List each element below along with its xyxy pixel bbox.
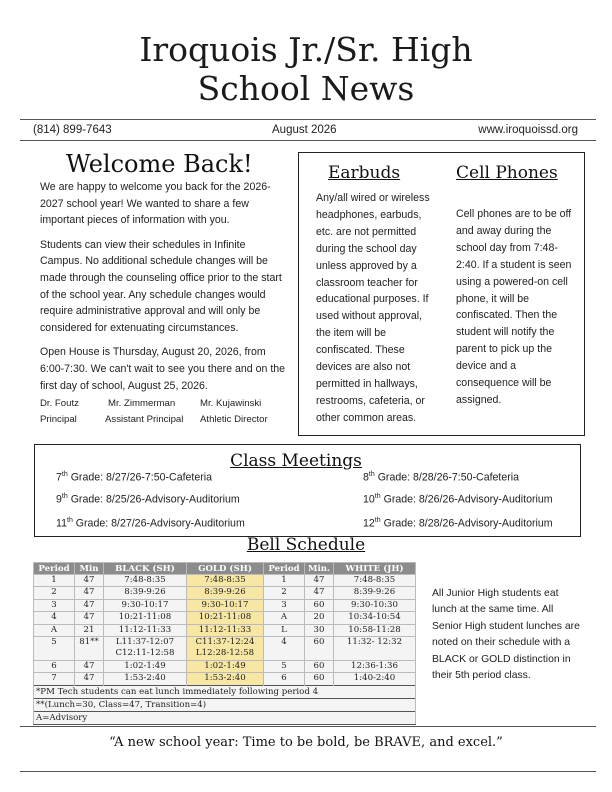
welcome-heading: Welcome Back! <box>66 150 253 178</box>
website-link[interactable]: www.iroquoissd.org <box>478 124 578 136</box>
earbuds-heading: Earbuds <box>328 163 401 183</box>
table-cell: 1:02-1:49 <box>104 661 187 673</box>
table-cell: 7:48-8:35 <box>187 575 264 587</box>
title-line-2: School News <box>197 69 415 108</box>
table-cell: 10:21-11:08 <box>104 612 187 624</box>
table-cell: 5 <box>34 637 75 661</box>
table-cell: 1:02-1:49 <box>187 661 264 673</box>
column-header: Min <box>75 563 104 575</box>
header-top-rule <box>20 119 596 120</box>
table-cell: 8:39-9:26 <box>334 587 416 599</box>
table-cell: 47 <box>75 575 104 587</box>
table-cell: A <box>34 624 75 636</box>
issue-date: August 2026 <box>272 124 337 136</box>
table-cell: 3 <box>264 599 305 611</box>
table-cell: 1:53-2:40 <box>104 673 187 685</box>
welcome-body <box>40 179 288 394</box>
signature-role: Athletic Director <box>200 414 268 425</box>
meeting-grade-7: 7th Grade: 8/27/26-7:50-Cafeteria <box>56 471 213 484</box>
signature-role: Assistant Principal <box>105 414 184 425</box>
table-cell: 12:36-1:36 <box>334 661 416 673</box>
title-line-1: Iroquois Jr./Sr. High <box>139 30 473 69</box>
cellphones-text: Cell phones are to be off and away during the school day from 7:48-2:40. If a student is seen using a powered-on cell phone, it will be confiscated. Then the student will notify the parent to pick up the device and a consequence will be assigned. <box>456 208 572 406</box>
bell-schedule-heading: Bell Schedule <box>246 535 366 555</box>
table-cell: 1:53-2:40 <box>187 673 264 685</box>
header-bottom-rule <box>20 140 596 141</box>
table-cell: 9:30-10:17 <box>187 599 264 611</box>
table-row <box>34 612 416 624</box>
meeting-grade-11: 11th Grade: 8/27/26-Advisory-Auditorium <box>56 517 245 530</box>
table-cell: 47 <box>75 673 104 685</box>
table-cell: 2 <box>264 587 305 599</box>
column-header: Period <box>34 563 75 575</box>
earbuds-text: Any/all wired or wireless headphones, earbuds, etc. are not permitted during the school day unless approved by a classroom teacher for educational purposes. If used without approval, the item will be confiscated. These devices are also not permitted in hallways, restrooms, cafeteria, or other common areas. <box>316 192 430 424</box>
table-cell: 2 <box>34 587 75 599</box>
table-row <box>34 661 416 673</box>
table-cell: 21 <box>75 624 104 636</box>
table-cell: 6 <box>264 673 305 685</box>
table-note: *PM Tech students can eat lunch immediately following period 4 <box>34 685 416 698</box>
table-cell: 8:39-9:26 <box>187 587 264 599</box>
table-cell: 11:12-11:33 <box>187 624 264 636</box>
footer-top-rule <box>20 726 596 727</box>
table-cell: 47 <box>75 587 104 599</box>
signature-role: Principal <box>40 414 77 425</box>
table-cell: 11:32- 12:32 <box>334 637 416 661</box>
column-header: GOLD (SH) <box>187 563 264 575</box>
signature-2 <box>105 396 183 428</box>
table-cell: 47 <box>305 587 334 599</box>
table-cell: 1 <box>264 575 305 587</box>
table-cell: 47 <box>75 599 104 611</box>
welcome-paragraph: Open House is Thursday, August 20, 2026, from 6:00-7:30. We can't wait to see you there and on the first day of school, August 25, 2026. <box>40 346 286 392</box>
column-header: WHITE (JH) <box>334 563 416 575</box>
table-cell: 1:40-2:40 <box>334 673 416 685</box>
table-cell: 20 <box>305 612 334 624</box>
table-cell: 60 <box>305 637 334 661</box>
closing-quote: “A new school year: Time to be bold, be BRAVE, and excel.” <box>109 735 503 750</box>
table-row <box>34 624 416 636</box>
signature-name: Mr. Kujawinski <box>200 398 262 409</box>
table-cell: 7:48-8:35 <box>104 575 187 587</box>
table-cell: 3 <box>34 599 75 611</box>
table-cell: 5 <box>264 661 305 673</box>
table-note: **(Lunch=30, Class=47, Transition=4) <box>34 698 416 711</box>
table-cell: 10:21-11:08 <box>187 612 264 624</box>
meeting-grade-9: 9th Grade: 8/25/26-Advisory-Auditorium <box>56 493 240 506</box>
table-cell: 60 <box>305 599 334 611</box>
table-cell: 47 <box>75 661 104 673</box>
welcome-paragraph: We are happy to welcome you back for the 2026-2027 school year! We wanted to share a few important pieces of information with you. <box>40 181 271 227</box>
newsletter-title <box>0 30 612 108</box>
table-cell: 8:39-9:26 <box>104 587 187 599</box>
class-meetings-heading: Class Meetings <box>230 451 362 471</box>
table-row <box>34 599 416 611</box>
signature-name: Dr. Foutz <box>40 398 79 409</box>
table-cell: L <box>264 624 305 636</box>
phone-number: (814) 899-7643 <box>33 124 112 136</box>
table-cell: C11:37-12:24 L12:28-12:58 <box>187 637 264 661</box>
table-cell: 1 <box>34 575 75 587</box>
meeting-grade-12: 12th Grade: 8/28/26-Advisory-Auditorium <box>363 517 553 530</box>
table-cell: 4 <box>34 612 75 624</box>
lunch-note: All Junior High students eat lunch at the same time. All Senior High student lunches are noted on their schedule with a BLACK or GOLD distinction in their 5th period class. <box>432 588 580 682</box>
table-cell: L11:37-12:07 C12:11-12:58 <box>104 637 187 661</box>
table-row <box>34 575 416 587</box>
table-row <box>34 673 416 685</box>
table-note: A=Advisory <box>34 711 416 724</box>
table-cell: 10:58-11:28 <box>334 624 416 636</box>
signature-name: Mr. Zimmerman <box>108 398 176 409</box>
welcome-paragraph: Students can view their schedules in Infinite Campus. No additional schedule changes will be made through the counseling office prior to the start of the school year. Any schedule changes would require administrative approval and will only be considered for extenuating circumstances. <box>40 238 282 334</box>
table-cell: 47 <box>305 575 334 587</box>
column-header: Period <box>264 563 305 575</box>
table-cell: 60 <box>305 661 334 673</box>
column-header: Min. <box>305 563 334 575</box>
column-header: BLACK (SH) <box>104 563 187 575</box>
table-cell: 6 <box>34 661 75 673</box>
table-header-row <box>34 563 416 575</box>
footer-bottom-rule <box>20 771 596 772</box>
cellphones-heading: Cell Phones <box>456 163 558 183</box>
table-cell: A <box>264 612 305 624</box>
meeting-grade-10: 10th Grade: 8/26/26-Advisory-Auditorium <box>363 493 553 506</box>
table-cell: 60 <box>305 673 334 685</box>
table-cell: 30 <box>305 624 334 636</box>
table-cell: 9:30-10:17 <box>104 599 187 611</box>
table-cell: 81** <box>75 637 104 661</box>
signature-1 <box>40 396 79 428</box>
table-cell: 10:34-10:54 <box>334 612 416 624</box>
table-cell: 7 <box>34 673 75 685</box>
table-row <box>34 587 416 599</box>
table-cell: 11:12-11:33 <box>104 624 187 636</box>
table-row <box>34 637 416 661</box>
table-cell: 47 <box>75 612 104 624</box>
table-cell: 7:48-8:35 <box>334 575 416 587</box>
table-cell: 4 <box>264 637 305 661</box>
bell-schedule-table <box>33 562 416 725</box>
signature-3 <box>200 396 268 428</box>
table-cell: 9:30-10:30 <box>334 599 416 611</box>
meeting-grade-8: 8th Grade: 8/28/26-7:50-Cafeteria <box>363 471 520 484</box>
